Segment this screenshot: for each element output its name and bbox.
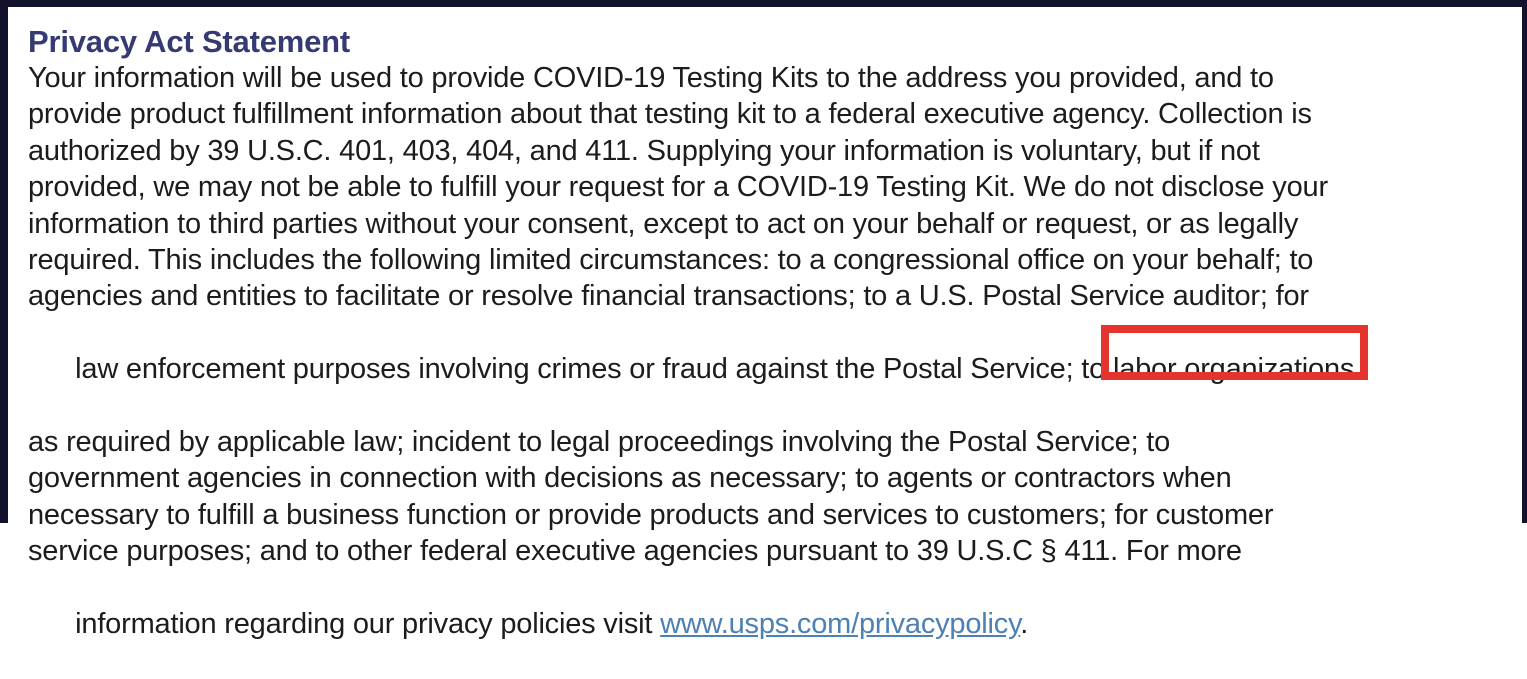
privacy-policy-link[interactable]: www.usps.com/privacypolicy <box>660 608 1021 641</box>
statement-line-highlighted <box>28 315 1512 424</box>
statement-line: information to third parties without your consent, except to act on your behalf or request, or as legally <box>28 207 1299 240</box>
last-line-prefix: information regarding our privacy policies visit <box>75 608 661 641</box>
statement-line: required. This includes the following limited circumstances: to a congressional office on your behalf; to <box>28 244 1314 277</box>
statement-line: agencies and entities to facilitate or resolve financial transactions; to a U.S. Postal Service auditor; for <box>28 280 1309 313</box>
statement-line: as required by applicable law; incident to legal proceedings involving the Postal Service; to <box>28 426 1171 459</box>
statement-line-last <box>28 570 1512 679</box>
statement-line: service purposes; and to other federal executive agencies pursuant to 39 U.S.C § 411. For more <box>28 535 1242 568</box>
statement-line: government agencies in connection with decisions as necessary; to agents or contractors when <box>28 462 1232 495</box>
statement-line: necessary to fulfill a business function or provide products and services to customers; for customer <box>28 498 1274 531</box>
last-line-suffix: . <box>1020 608 1029 641</box>
highlighted-phrase <box>1113 351 1354 387</box>
statement-body <box>28 60 1512 679</box>
page-title: Privacy Act Statement <box>28 24 351 59</box>
statement-line: Your information will be used to provide COVID-19 Testing Kits to the address you provided, and to <box>28 62 1274 94</box>
highlighted-text: labor organizations <box>1112 353 1355 386</box>
statement-line: provided, we may not be able to fulfill your request for a COVID-19 Testing Kit. We do not disclose your <box>28 171 1328 204</box>
statement-line: provide product fulfillment information about that testing kit to a federal executive agency. Collection is <box>28 98 1312 131</box>
highlight-line-prefix: law enforcement purposes involving crimes or fraud against the Postal Service; to <box>75 353 1113 386</box>
statement-line: authorized by 39 U.S.C. 401, 403, 404, and 411. Supplying your information is voluntary, but if not <box>28 134 1260 167</box>
